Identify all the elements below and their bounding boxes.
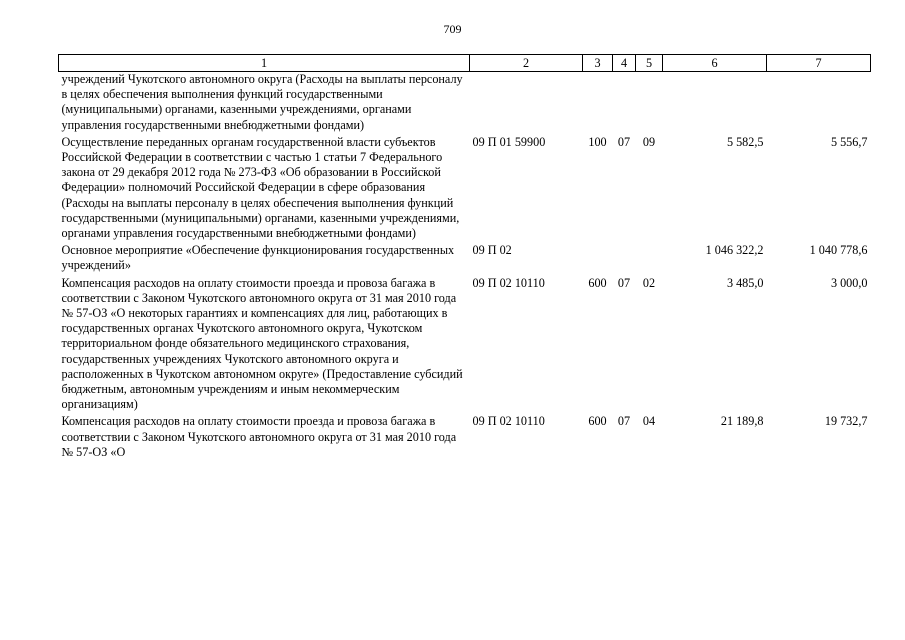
expense-type-code: 100 bbox=[588, 134, 607, 149]
column-header-4: 4 bbox=[613, 55, 636, 72]
expense-type-code bbox=[583, 243, 613, 275]
subsection-code: 02 bbox=[642, 275, 656, 290]
table-row bbox=[59, 135, 871, 243]
table-row bbox=[59, 72, 871, 135]
expense-name: учреждений Чукотского автономного округа (Расходы на выплаты персоналу в целях обеспечения выполнения функций государственными (муниципальными) органами, казенными учреждениями, органами управления государственными внебюджетными фондами) bbox=[61, 72, 463, 132]
amount-year-2: 1 040 778,6 bbox=[809, 243, 868, 258]
target-article-code: 09 П 02 10110 bbox=[472, 275, 545, 290]
column-header-2: 2 bbox=[470, 55, 583, 72]
column-header-1: 1 bbox=[59, 55, 470, 72]
amount-year-1: 21 189,8 bbox=[720, 414, 764, 429]
expense-type-code bbox=[583, 72, 613, 135]
table-row bbox=[59, 243, 871, 275]
amount-year-1 bbox=[663, 72, 767, 135]
target-article-code: 09 П 02 bbox=[472, 243, 512, 258]
expense-name: Осуществление переданных органам государственной власти субъектов Российской Федерации в соответствии с частью 1 статьи 7 Федерального закона от 29 декабря 2012 года № 273-ФЗ «Об образовании в Российской Федерации» полномочий Российской Федерации в сфере образования (Расходы на выплаты персоналу в целях обеспечения выполнения функций государственными (муниципальными) органами, казенными учреждениями, органами управления государственными внебюджетными фондами) bbox=[61, 134, 460, 241]
target-article-code: 09 П 02 10110 bbox=[472, 414, 545, 429]
section-code bbox=[613, 243, 636, 275]
subsection-code: 04 bbox=[642, 414, 656, 429]
table-row bbox=[59, 276, 871, 415]
subsection-code bbox=[636, 72, 663, 135]
expense-name: Компенсация расходов на оплату стоимости проезда и провоза багажа в соответствии с Законом Чукотского автономного округа от 31 мая 2010 года № 57-ОЗ «О bbox=[61, 414, 457, 459]
target-article-code: 09 П 01 59900 bbox=[472, 134, 546, 149]
subsection-code bbox=[636, 243, 663, 275]
section-code: 07 bbox=[617, 414, 631, 429]
amount-year-2 bbox=[767, 72, 871, 135]
column-header-3: 3 bbox=[583, 55, 613, 72]
amount-year-1: 3 485,0 bbox=[726, 275, 764, 290]
amount-year-2: 5 556,7 bbox=[830, 134, 868, 149]
subsection-code: 09 bbox=[642, 134, 656, 149]
page-number: 709 bbox=[443, 22, 462, 36]
amount-year-1: 5 582,5 bbox=[726, 134, 764, 149]
section-code: 07 bbox=[617, 134, 631, 149]
expense-type-code: 600 bbox=[588, 275, 607, 290]
amount-year-1: 1 046 322,2 bbox=[705, 243, 764, 258]
expense-type-code: 600 bbox=[588, 414, 607, 429]
section-code: 07 bbox=[617, 275, 631, 290]
table-row bbox=[59, 414, 871, 462]
column-header-5: 5 bbox=[636, 55, 663, 72]
expense-name: Основное мероприятие «Обеспечение функционирования государственных учреждений» bbox=[61, 243, 455, 273]
section-code bbox=[613, 72, 636, 135]
budget-table bbox=[58, 54, 871, 462]
column-header-7: 7 bbox=[767, 55, 871, 72]
table-header-row bbox=[59, 55, 871, 72]
amount-year-2: 3 000,0 bbox=[830, 275, 868, 290]
expense-name: Компенсация расходов на оплату стоимости проезда и провоза багажа в соответствии с Законом Чукотского автономного округа от 31 мая 2010 года № 57-ОЗ «О некоторых гарантиях и компенсациях для лиц, работающих в государственных органах Чукотского автономного округа, Чукотском территориальном фонде обязательного медицинского страхования, государственных учреждениях Чукотского автономного округа и расположенных в Чукотском автономном округе» (Предоставление субсидий бюджетным, автономным учреждениям и иным некоммерческим организациям) bbox=[61, 275, 463, 412]
target-article-code bbox=[470, 72, 583, 135]
amount-year-2: 19 732,7 bbox=[824, 414, 868, 429]
column-header-6: 6 bbox=[663, 55, 767, 72]
